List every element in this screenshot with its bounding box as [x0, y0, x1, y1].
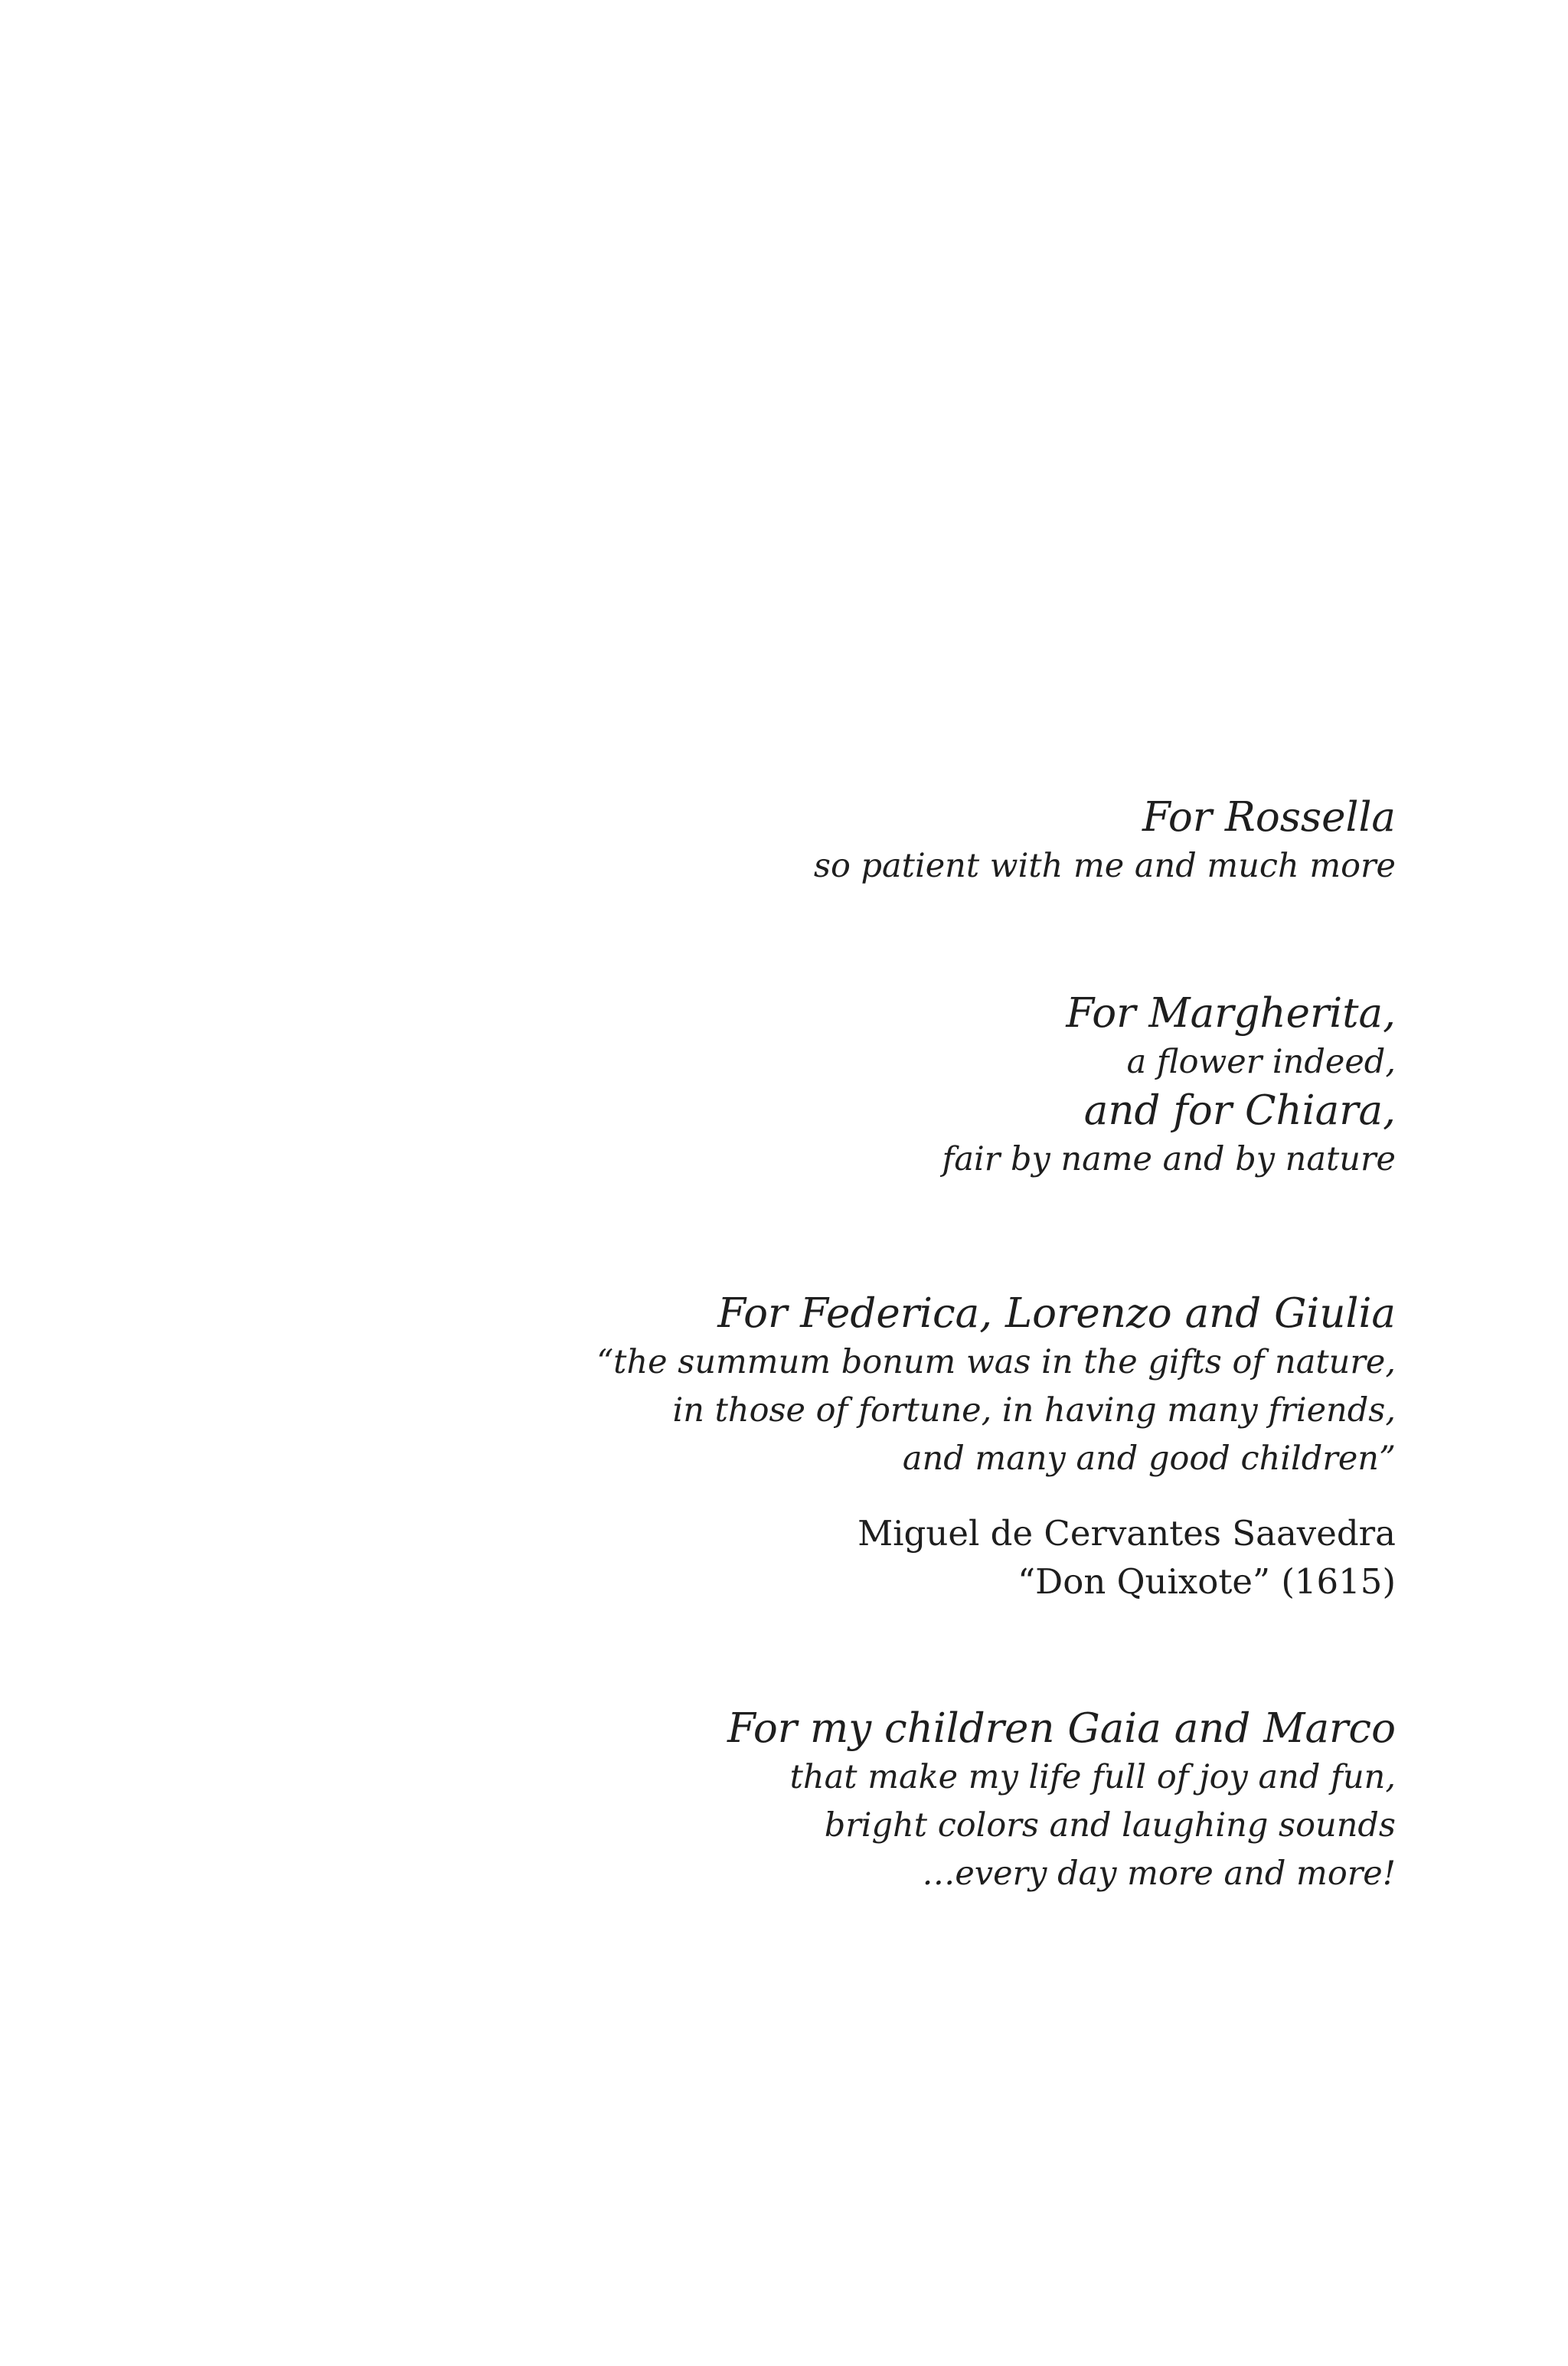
- dedication-title: For Rossella: [1142, 794, 1396, 841]
- dedication-children: [727, 1704, 1396, 1898]
- dedication-text: bright colors and laughing sounds: [824, 1806, 1396, 1845]
- quote-line: in those of fortune, in having many friends,: [672, 1391, 1396, 1430]
- quote-attribution: [858, 1509, 1396, 1606]
- dedication-title: For Margherita,: [1066, 990, 1396, 1037]
- dedication-margherita-chiara: [942, 989, 1396, 1184]
- dedication-title-second: and for Chiara,: [1083, 1087, 1396, 1134]
- quote-line: and many and good children”: [902, 1440, 1396, 1478]
- dedication-title: For Federica, Lorenzo and Giulia: [717, 1290, 1396, 1337]
- dedication-federica-lorenzo-giulia: [596, 1289, 1396, 1483]
- dedication-text: that make my life full of joy and fun,: [789, 1758, 1396, 1796]
- dedication-rossella: [814, 793, 1396, 891]
- quote-author: Miguel de Cervantes Saavedra: [858, 1513, 1396, 1554]
- dedication-text: a flower indeed,: [1126, 1043, 1396, 1081]
- quote-source: “Don Quixote” (1615): [1018, 1561, 1396, 1602]
- dedication-text: …every day more and more!: [922, 1855, 1396, 1893]
- quote-line: “the summum bonum was in the gifts of nature,: [596, 1343, 1396, 1381]
- dedication-text: fair by name and by nature: [942, 1140, 1396, 1178]
- dedication-title: For my children Gaia and Marco: [727, 1705, 1396, 1752]
- dedication-text: so patient with me and much more: [813, 847, 1396, 885]
